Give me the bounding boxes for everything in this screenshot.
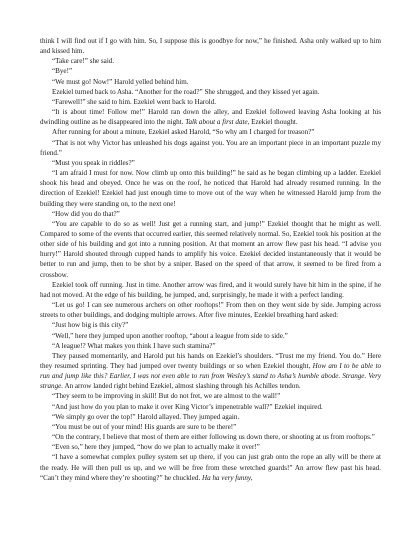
italic-thought: How am I to be able to run and jump like this? Earlier, I was not even able to run from Wesley’s stand to Asha’s humble abode. Strange. Very strange.	[40, 362, 381, 391]
paragraph-text: Ezekiel took off running. Just in time. Another arrow was fired, and it would surely have hit him in the spine, if he had not moved. At the edge of his building, he jumped, and, surprisingly, he made it with a perfect landing.	[40, 280, 381, 299]
paragraph	[40, 422, 381, 432]
paragraph	[40, 56, 381, 66]
paragraph	[40, 412, 381, 422]
paragraph-text: “Bye!”	[52, 67, 73, 76]
paragraph	[40, 219, 381, 280]
paragraph	[40, 391, 381, 401]
paragraph	[40, 280, 381, 300]
paragraph	[40, 452, 381, 482]
paragraph-text: “Farewell!” she said to him. Ezekiel went back to Harold.	[52, 97, 217, 106]
paragraph	[40, 36, 381, 56]
paragraph	[40, 97, 381, 107]
paragraph	[40, 107, 381, 127]
paragraph-text: An arrow landed right behind Ezekiel, almost slashing through his Achilles tendon.	[63, 382, 301, 391]
paragraph	[40, 127, 381, 137]
paragraph-text: They paused momentarily, and Harold put his hands on Ezekiel’s shoulders. “Trust me my friend. You do.” Here they resumed sprinting. They had jumped over twenty buildings or so when Ezekiel thought,	[40, 351, 381, 370]
paragraph-text: “We simply go over the top!” Harold allayed. They jumped again.	[52, 412, 240, 421]
paragraph	[40, 320, 381, 330]
paragraph-text: “Even so,” here they jumped, “how do we plan to actually make it over!”	[52, 443, 260, 452]
italic-thought: Ha ha very funny,	[202, 473, 253, 482]
paragraph	[40, 402, 381, 412]
paragraph	[40, 442, 381, 452]
paragraph-text: “On the contrary, I believe that most of them are either following us down there, or shooting at us from rooftops.”	[52, 433, 375, 442]
paragraph	[40, 341, 381, 351]
body-text	[40, 36, 381, 483]
paragraph-text: “It is about time! Follow me!” Harold ran down the alley, and Ezekiel followed leaving Asha looking at his dwindling outline as he disappeared into the night.	[40, 108, 381, 127]
paragraph-text: “You are capable to do so as well! Just get a running start, and jump!” Ezekiel thought that he might as well. Compared to some of the events that occurred earlier, this seemed relatively normal. So, Ezekiel took his position at the other side of his building and got into a running position. At that moment an arrow flew past his head. “I advise you hurry!” Harold shouted through cupped hands to amplify his voice. Ezekiel decided instantaneously that it would be better to run and jump, then to be shot by a sniper. Based on the speed of that arrow, it seemed to be fired from a crossbow.	[40, 219, 381, 279]
paragraph-text: “They seem to be improving in skill! But do not fret, we are almost to the wall!”	[52, 392, 281, 401]
paragraph-text: “Let us go! I can see numerous archers on other rooftops!” From then on they went side by side. Jumping across streets to other buildings, and dodging multiple arrows. After five minutes, Ezekiel breathing hard asked:	[40, 301, 381, 320]
paragraph	[40, 432, 381, 442]
paragraph-text: “That is not why Victor has unleashed his dogs against you. You are an important piece in an important puzzle my friend.”	[40, 138, 381, 157]
paragraph-text: “Must you speak in riddles?”	[52, 158, 135, 167]
paragraph-text: After running for about a minute, Ezekiel asked Harold, “So why am I charged for treason?”	[52, 128, 315, 137]
paragraph-text: “I have a somewhat complex pulley system set up there, if you can just grab onto the rope an ally will be there at the ready. He will then pull us up, and we will be free from these wretched guards!” An arrow flew past his head. “Can’t they mind where they’re shooting?” he chuckled.	[40, 453, 381, 482]
paragraph	[40, 158, 381, 168]
paragraph	[40, 331, 381, 341]
paragraph	[40, 300, 381, 320]
paragraph-text: “Just how big is this city?”	[52, 321, 129, 330]
paragraph-text: “And just how do you plan to make it over King Victor’s impenetrable wall?” Ezekiel inquired.	[52, 402, 323, 411]
paragraph-text: “How did you do that?”	[52, 209, 120, 218]
paragraph-text: “I am afraid I must for now. Now climb up onto this building!” he said as he began climbing up a ladder. Ezekiel shook his head and obeyed. Once he was on the roof, he noticed that Harold had already resumed running. In the direction of Ezekiel! Ezekiel had just enough time to move out of the way when he witnessed Harold jump from the building they were standing on, to the next one!	[40, 169, 381, 208]
paragraph	[40, 87, 381, 97]
paragraph	[40, 66, 381, 76]
paragraph	[40, 138, 381, 158]
paragraph-text: Ezekiel turned back to Asha. “Another for the road?” She shrugged, and they kissed yet again.	[52, 87, 320, 96]
paragraph-text: “A league!? What makes you think I have such stamina?”	[52, 341, 216, 350]
paragraph-text: Ezekiel thought.	[249, 118, 298, 127]
paragraph-text: think I will find out if I go with him. So, I suppose this is goodbye for now,” he finished. Asha only walked up to him and kissed him.	[40, 37, 381, 56]
paragraph-text: “Well,” here they jumped upon another rooftop, “about a league from side to side.”	[52, 331, 288, 340]
paragraph	[40, 77, 381, 87]
paragraph	[40, 168, 381, 209]
paragraph	[40, 351, 381, 392]
paragraph	[40, 209, 381, 219]
paragraph-text: “We must go! Now!” Harold yelled behind him.	[52, 77, 189, 86]
italic-thought: Talk about a first date,	[185, 118, 250, 127]
paragraph-text: “Take care!” she said.	[52, 57, 115, 66]
paragraph-text: “You must be out of your mind! His guards are sure to be there!”	[52, 422, 237, 431]
